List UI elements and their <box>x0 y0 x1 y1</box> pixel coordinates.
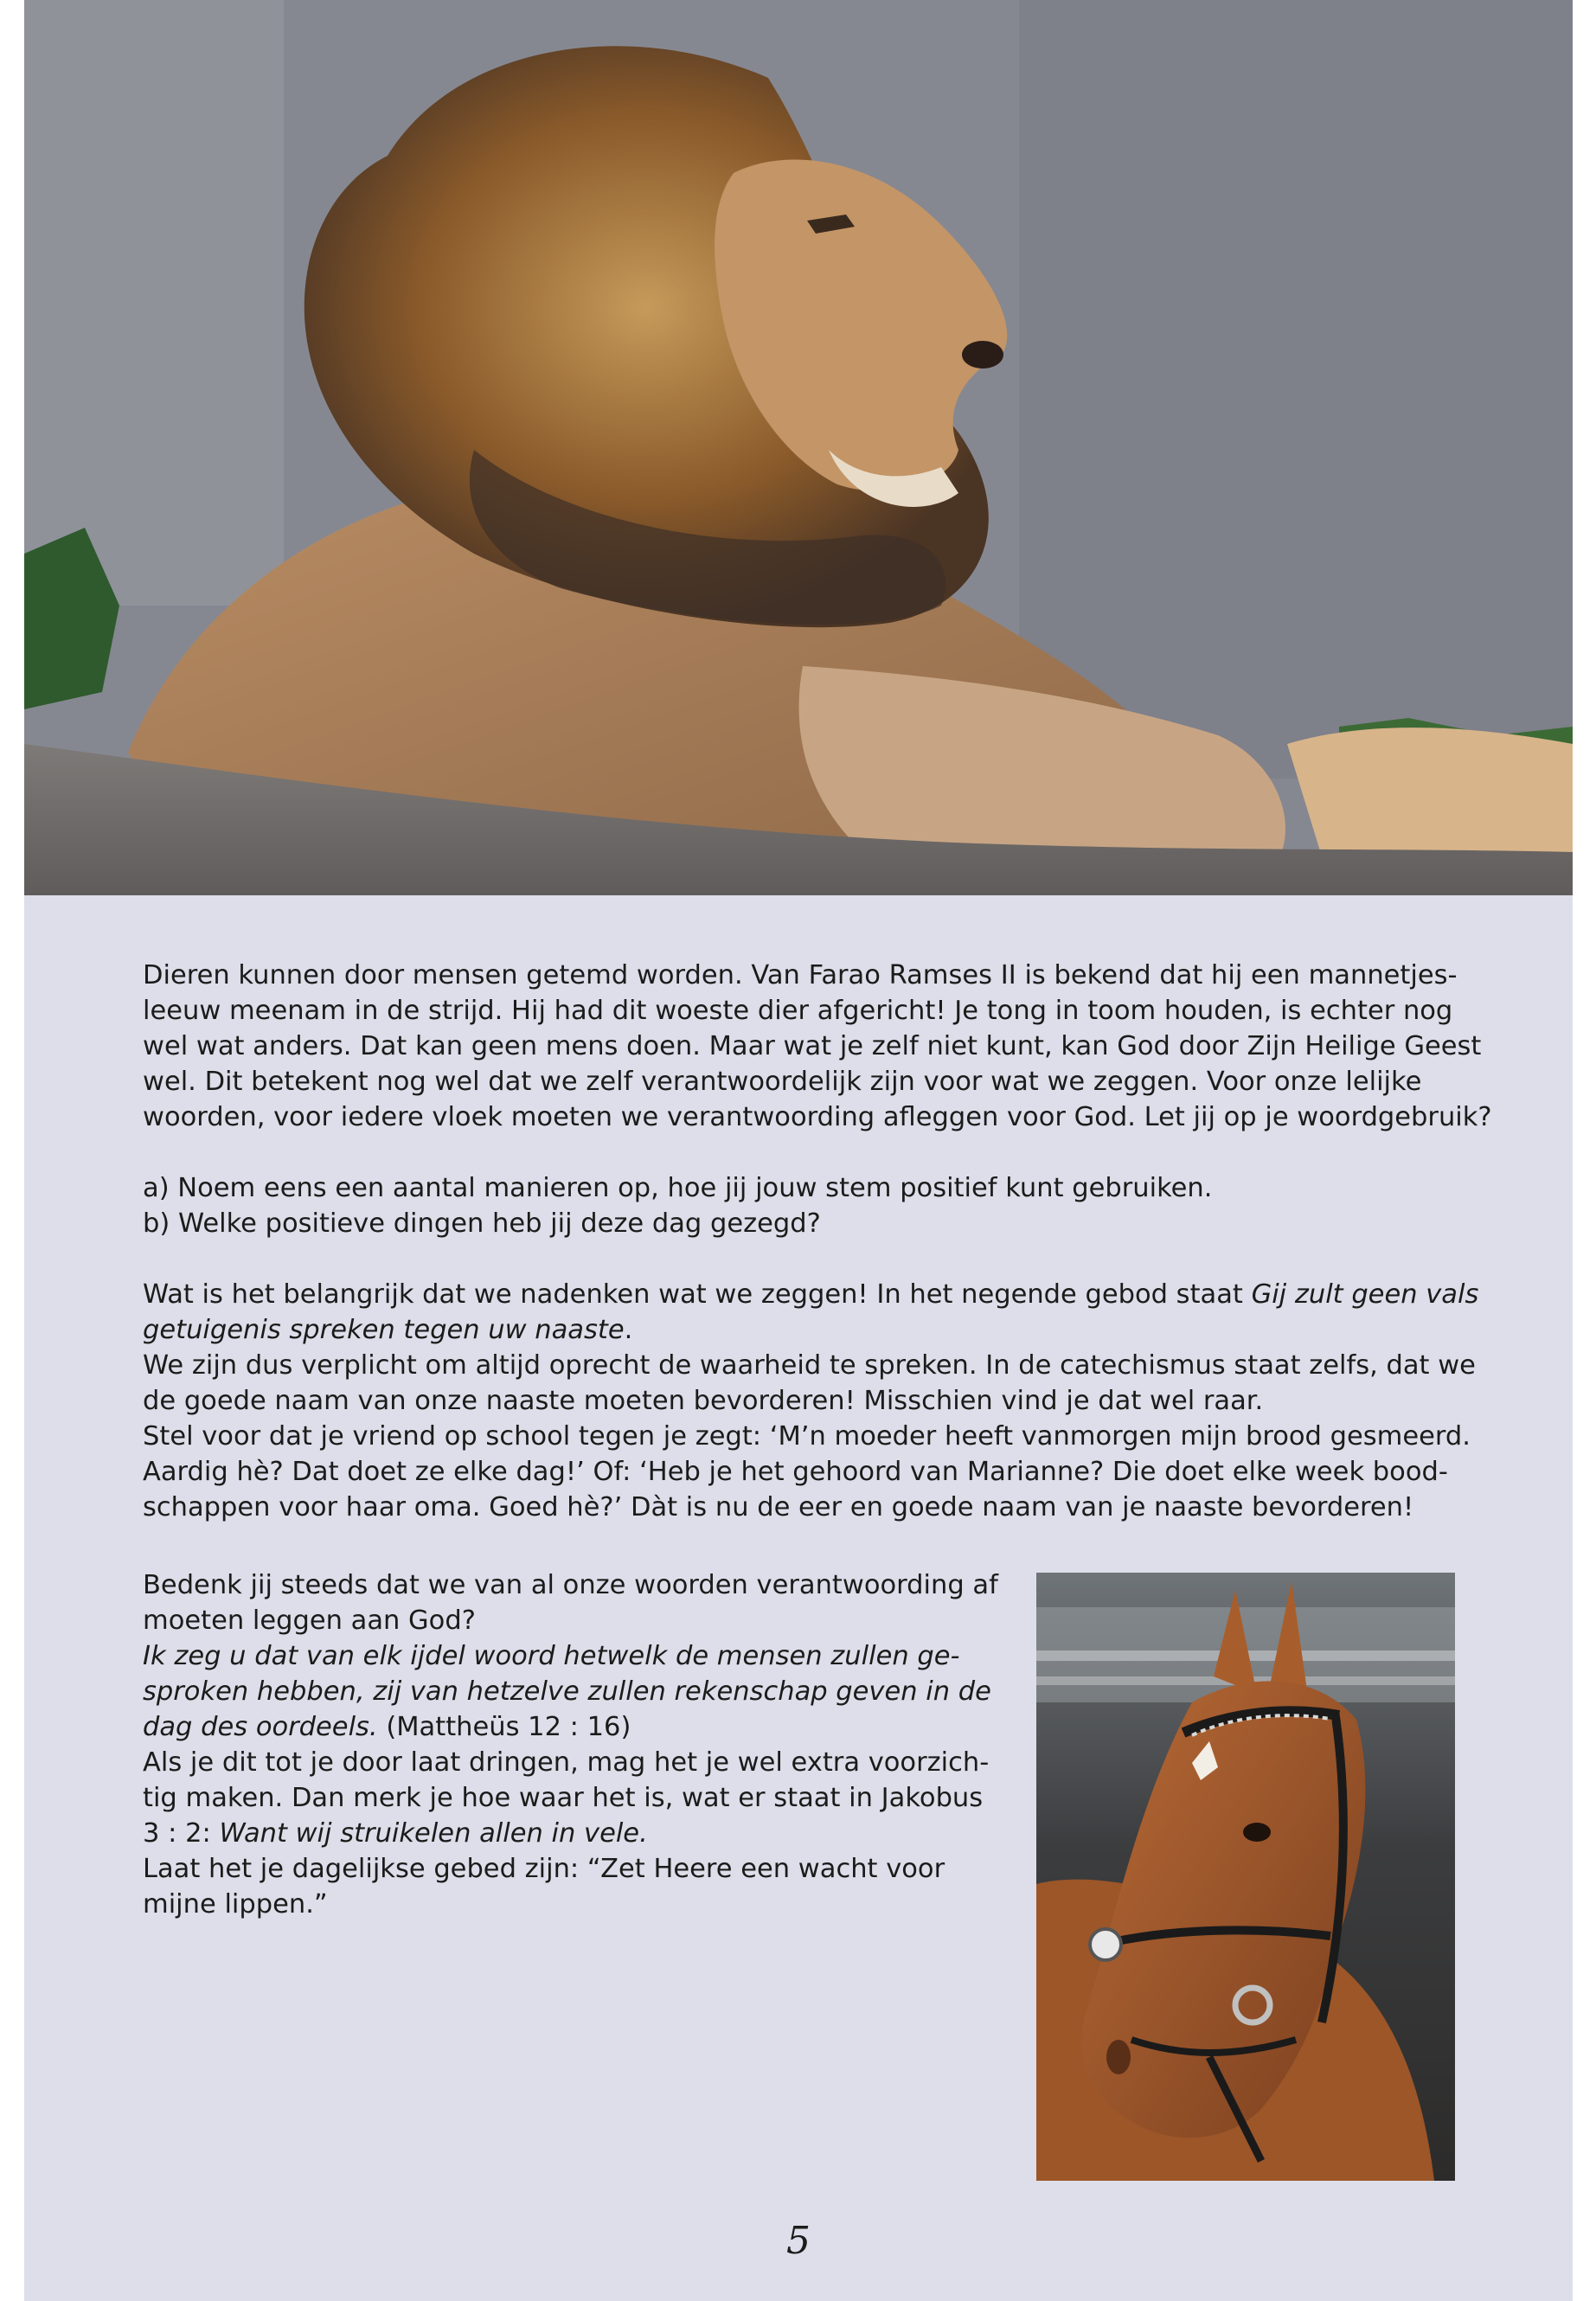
para3-line: Stel voor dat je vriend op school tegen je zegt: ‘M’n moeder heeft vanmorgen mijn brood gesmeerd. <box>143 1421 1471 1452</box>
side-line: Als je dit tot je door laat dringen, mag het je wel extra voorzich- <box>143 1747 990 1778</box>
para3-line <box>143 1315 632 1345</box>
horse-photo <box>1036 1573 1455 2181</box>
commandment-quote-cont: getuigenis spreken tegen uw naaste <box>143 1315 625 1345</box>
jakobus-line <box>143 1818 648 1849</box>
article-body <box>143 958 1527 1525</box>
prayer-line: mijne lippen.” <box>143 1889 328 1920</box>
commandment-quote: Gij zult geen vals <box>1251 1279 1479 1310</box>
page <box>24 0 1573 2301</box>
bible-quote-end: dag des oordeels. <box>143 1712 378 1742</box>
bible-quote-line: sproken hebben, zij van hetzelve zullen rekenschap geven in de <box>143 1676 991 1707</box>
para3-line: schappen voor haar oma. Goed hè?’ Dàt is nu de eer en goede naam van je naaste bevorderen! <box>143 1492 1414 1522</box>
bible-quote-line <box>143 1712 631 1742</box>
horse-illustration <box>1036 1573 1455 2181</box>
para1-line: wel. Dit betekent nog wel dat we zelf verantwoordelijk zijn voor wat we zeggen. Voor onze lelijke <box>143 1067 1422 1097</box>
para3-line: Aardig hè? Dat doet ze elke dag!’ Of: ‘Heb je het gehoord van Marianne? Die doet elke week bood- <box>143 1457 1448 1487</box>
lion-photo <box>24 0 1573 895</box>
para3-line: de goede naam van onze naaste moeten bevorderen! Misschien vind je dat wel raar. <box>143 1386 1264 1416</box>
side-line: tig maken. Dan merk je hoe waar het is, wat er staat in Jakobus <box>143 1783 984 1813</box>
side-line: Bedenk jij steeds dat we van al onze woorden verantwoording af <box>143 1570 998 1600</box>
page-number: 5 <box>786 2219 811 2263</box>
para3-line <box>143 1279 1478 1310</box>
question-a: a) Noem eens een aantal manieren op, hoe jij jouw stem positief kunt gebruiken. <box>143 1173 1213 1203</box>
bible-quote-line: Ik zeg u dat van elk ijdel woord hetwelk de mensen zullen ge- <box>143 1641 960 1671</box>
lion-illustration <box>24 0 1573 895</box>
side-line: moeten leggen aan God? <box>143 1606 476 1636</box>
para3-text: Wat is het belangrijk dat we nadenken wat we zeggen! In het negende gebod staat <box>143 1279 1252 1310</box>
question-b: b) Welke positieve dingen heb jij deze dag gezegd? <box>143 1208 821 1239</box>
side-column-text <box>143 1567 1008 1922</box>
jakobus-quote: Want wij struikelen allen in vele. <box>219 1818 648 1849</box>
para1-line: leeuw meenam in de strijd. Hij had dit woeste dier afgericht! Je tong in toom houden, is echter nog <box>143 996 1453 1026</box>
para1-line: woorden, voor iedere vloek moeten we verantwoording afleggen voor God. Let jij op je woordgebruik? <box>143 1102 1492 1132</box>
para1-line: wel wat anders. Dat kan geen mens doen. Maar wat je zelf niet kunt, kan God door Zijn Heilige Geest <box>143 1031 1482 1061</box>
para3-line: We zijn dus verplicht om altijd oprecht de waarheid te spreken. In de catechismus staat zelfs, dat we <box>143 1350 1476 1381</box>
jakobus-reference: 3 : 2: <box>143 1818 220 1849</box>
bible-reference: (Mattheüs 12 : 16) <box>377 1712 631 1742</box>
para1-line: Dieren kunnen door mensen getemd worden. Van Farao Ramses II is bekend dat hij een mannetjes- <box>143 960 1458 990</box>
prayer-line: Laat het je dagelijkse gebed zijn: “Zet Heere een wacht voor <box>143 1854 945 1884</box>
para3-punct: . <box>624 1315 633 1345</box>
